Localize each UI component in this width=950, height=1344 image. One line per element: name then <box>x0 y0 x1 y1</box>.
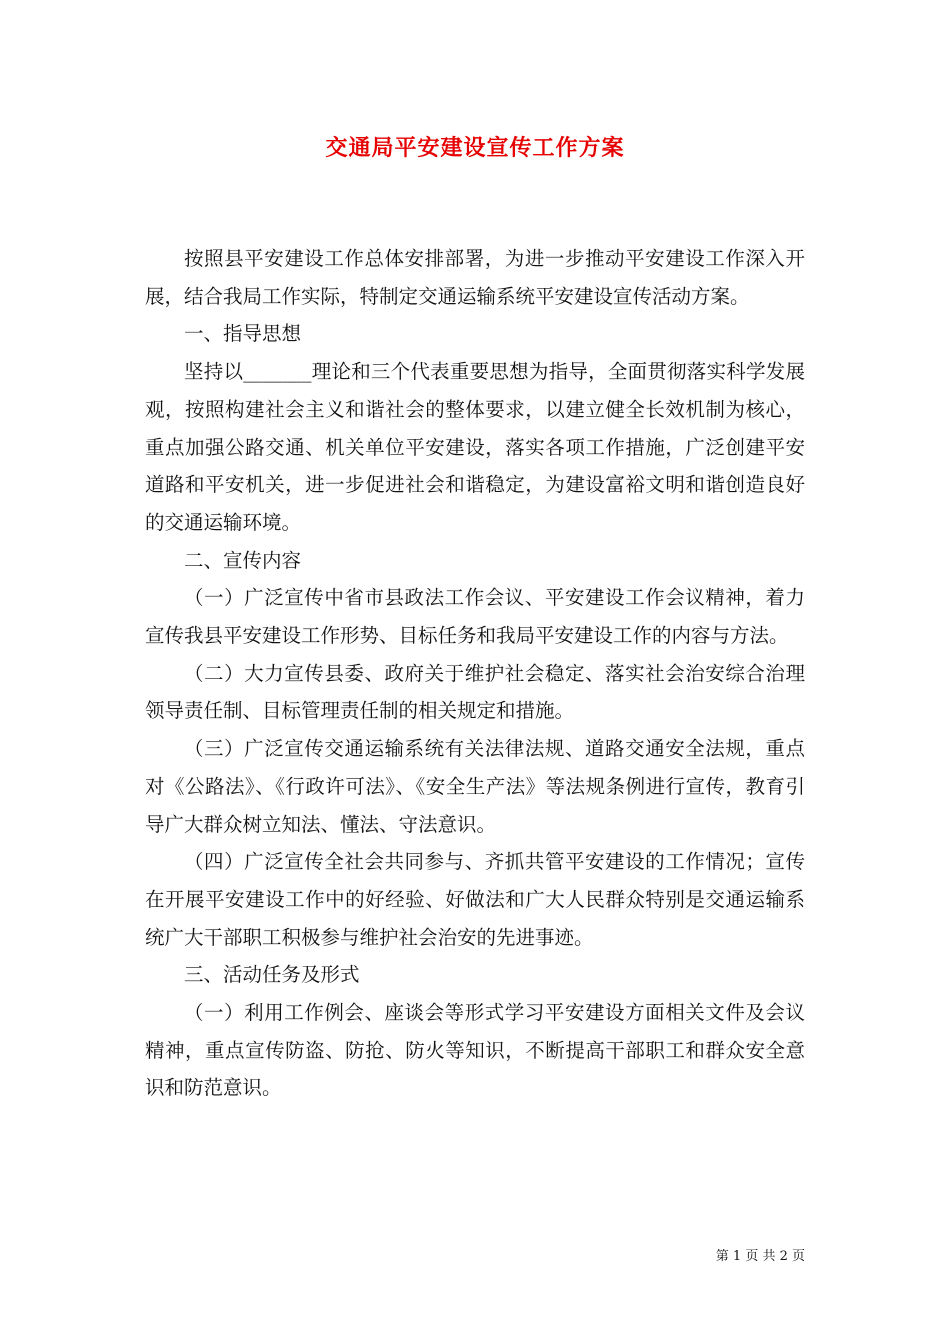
section-heading-publicity-content: 二、宣传内容 <box>184 548 302 572</box>
document-title: 交通局平安建设宣传工作方案 <box>325 135 625 161</box>
page-number-footer: 第 1 页 共 2 页 <box>715 1249 805 1264</box>
document-body <box>145 240 805 1107</box>
publicity-item-4: （四）广泛宣传全社会共同参与、齐抓共管平安建设的工作情况；宣传在开展平安建设工作中的好经验、好做法和广大人民群众特别是交通运输系统广大干部职工积极参与维护社会治安的先进事迹。 <box>145 850 805 949</box>
guiding-thought-paragraph: 坚持以_______理论和三个代表重要思想为指导，全面贯彻落实科学发展观，按照构建社会主义和谐社会的整体要求，以建立健全长效机制为核心，重点加强公路交通、机关单位平安建设，落实各项工作措施，广泛创建平安道路和平安机关，进一步促进社会和谐稳定，为建设富裕文明和谐创造良好的交通运输环境。 <box>145 360 805 534</box>
activity-item-1: （一）利用工作例会、座谈会等形式学习平安建设方面相关文件及会议精神，重点宣传防盗、防抢、防火等知识，不断提高干部职工和群众安全意识和防范意识。 <box>145 1001 805 1100</box>
publicity-item-3: （三）广泛宣传交通运输系统有关法律法规、道路交通安全法规，重点对《公路法》、《行政许可法》、《安全生产法》等法规条例进行宣传，教育引导广大群众树立知法、懂法、守法意识。 <box>145 737 805 836</box>
section-heading-guiding-thought: 一、指导思想 <box>184 322 302 346</box>
section-heading-activity-tasks: 三、活动任务及形式 <box>184 963 360 987</box>
publicity-item-1: （一）广泛宣传中省市县政法工作会议、平安建设工作会议精神，着力宣传我县平安建设工作形势、目标任务和我局平安建设工作的内容与方法。 <box>145 586 805 648</box>
intro-paragraph: 按照县平安建设工作总体安排部署，为进一步推动平安建设工作深入开展，结合我局工作实际，特制定交通运输系统平安建设宣传活动方案。 <box>145 247 805 308</box>
publicity-item-2: （二）大力宣传县委、政府关于维护社会稳定、落实社会治安综合治理领导责任制、目标管理责任制的相关规定和措施。 <box>145 661 805 723</box>
